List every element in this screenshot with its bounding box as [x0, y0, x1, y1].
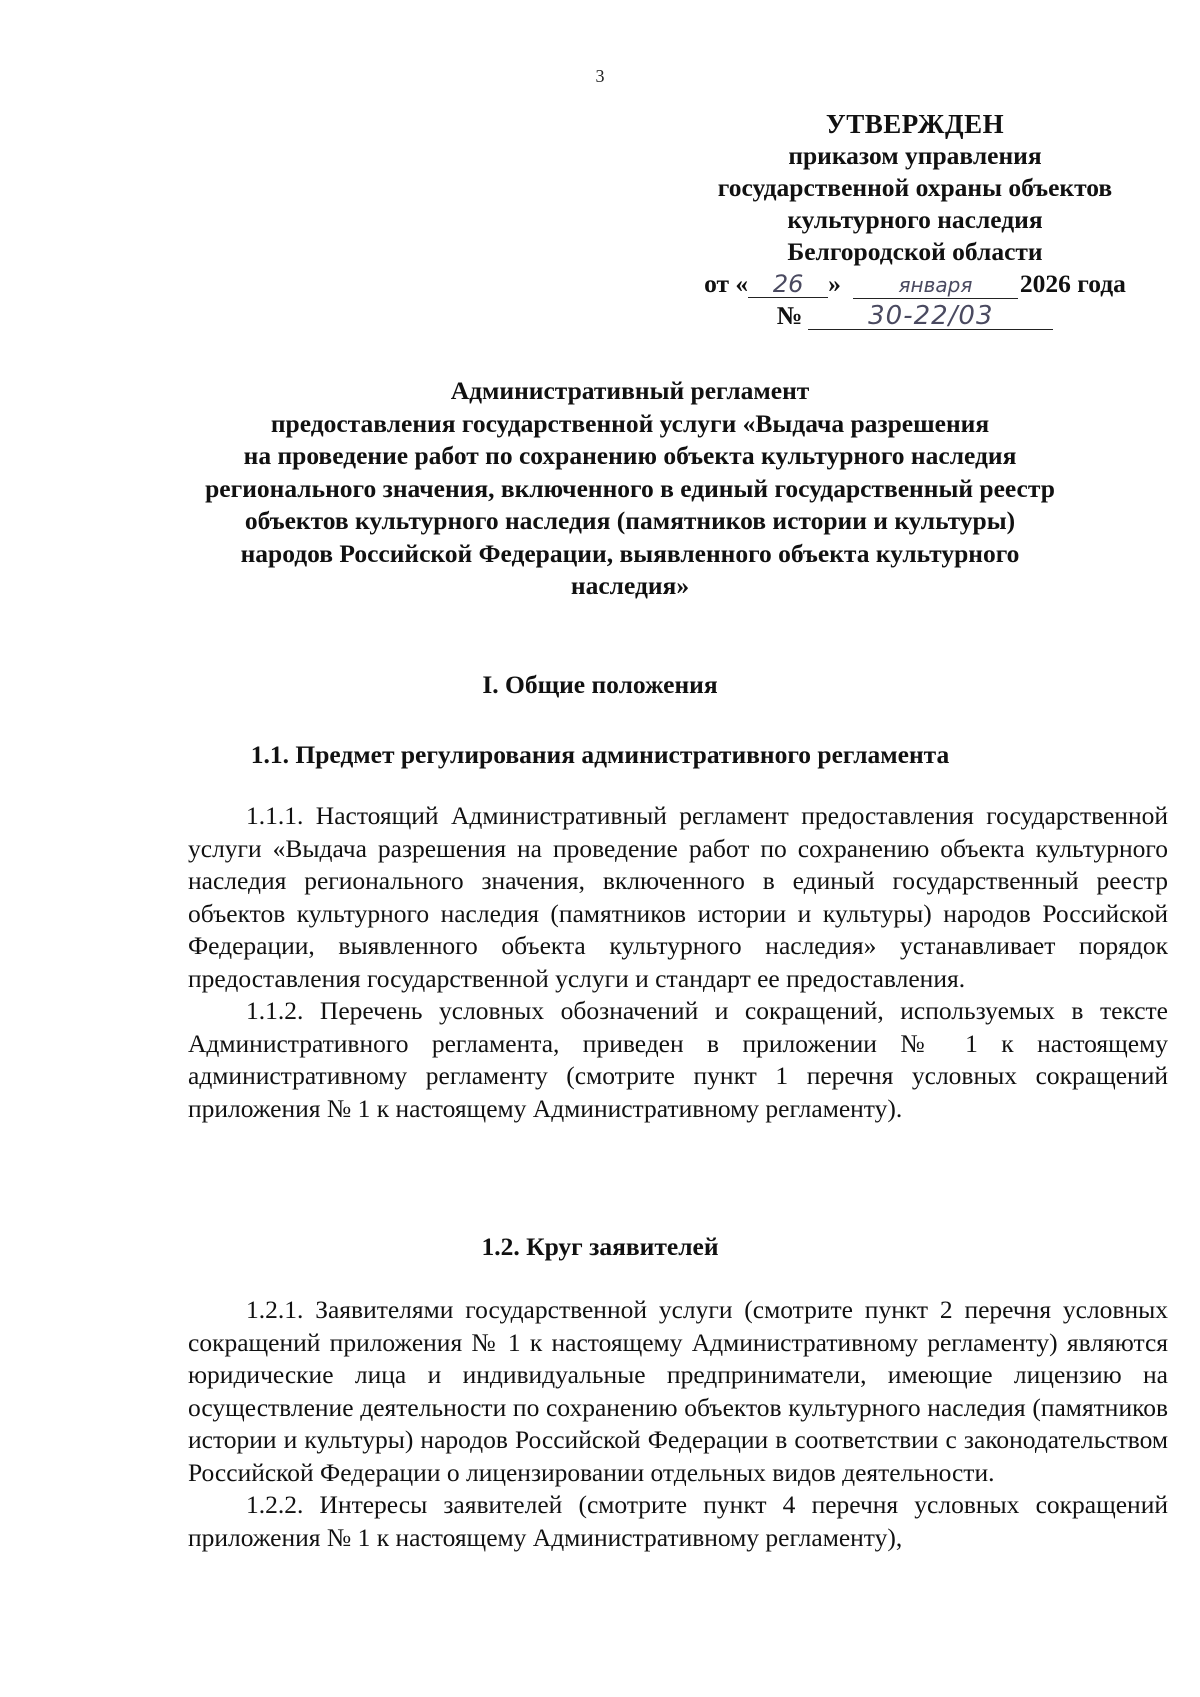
title-line: народов Российской Федерации, выявленного объекта культурного — [240, 538, 1020, 568]
subsection-heading-subject: 1.1. Предмет регулирования административного регламента — [250, 740, 950, 769]
handwritten-day: 26 — [748, 271, 828, 298]
subsection-heading-applicants: 1.2. Круг заявителей — [481, 1232, 719, 1261]
handwritten-month: января — [853, 272, 1018, 299]
approval-line: государственной охраны объектов — [717, 173, 1113, 202]
approval-heading: УТВЕРЖДЕН — [825, 109, 1005, 139]
number-sign: № — [776, 301, 803, 330]
handwritten-order-number: 30-22/03 — [808, 303, 1053, 330]
title-line: на проведение работ по сохранению объекта культурного наследия — [243, 441, 1017, 470]
subsection-body-subject — [188, 800, 1168, 1125]
approval-number-row — [680, 300, 1150, 332]
date-prefix: от « — [704, 269, 749, 298]
approval-stamp-block — [680, 108, 1150, 332]
approval-line: Белгородской области — [787, 237, 1043, 266]
title-line: объектов культурного наследия (памятников истории и культуры) — [244, 506, 1016, 535]
paragraph-1-1-1: 1.1.1. Настоящий Административный регламент предоставления государственной услуги «Выдача разрешения на проведение работ по сохранению объекта культурного наследия регионального значения, включенного в единый государственный реестр объектов культурного наследия (памятников истории и культуры) народов Российской Федерации, выявленного объекта культурного наследия» устанавливает порядок предоставления государственной услуги и стандарт ее предоставления. — [188, 801, 1168, 993]
title-line: наследия» — [570, 571, 690, 600]
title-line: Административный регламент — [450, 376, 810, 405]
paragraph-1-2-1: 1.2.1. Заявителями государственной услуги (смотрите пункт 2 перечня условных сокращений приложения № 1 к настоящему Административному регламенту) являются юридические лица и индивидуальные предприниматели, имеющие лицензию на осуществление деятельности по сохранению объектов культурного наследия (памятников истории и культуры) народов Российской Федерации в соответствии с законодательством Российской Федерации о лицензировании отдельных видов деятельности. — [188, 1295, 1168, 1487]
approval-line: приказом управления — [788, 141, 1042, 170]
date-year: 2026 года — [1019, 269, 1126, 298]
title-line: регионального значения, включенного в единый государственный реестр — [205, 473, 1055, 503]
title-line: предоставления государственной услуги «Выдача разрешения — [270, 408, 990, 438]
document-title — [180, 375, 1080, 603]
date-quote-close: » — [828, 269, 841, 298]
section-heading-general: I. Общие положения — [482, 670, 718, 699]
subsection-body-applicants — [188, 1294, 1168, 1554]
paragraph-1-2-2: 1.2.2. Интересы заявителей (смотрите пункт 4 перечня условных сокращений приложения № 1 к настоящему Административному регламенту), — [188, 1490, 1168, 1552]
paragraph-1-1-2: 1.1.2. Перечень условных обозначений и сокращений, используемых в тексте Административного регламента, приведен в приложении № 1 к настоящему административному регламенту (смотрите пункт 1 перечня условных сокращений приложения № 1 к настоящему Административному регламенту). — [188, 996, 1168, 1123]
approval-date-row — [680, 268, 1150, 300]
page-number: 3 — [595, 66, 605, 86]
approval-line: культурного наследия — [787, 205, 1043, 234]
